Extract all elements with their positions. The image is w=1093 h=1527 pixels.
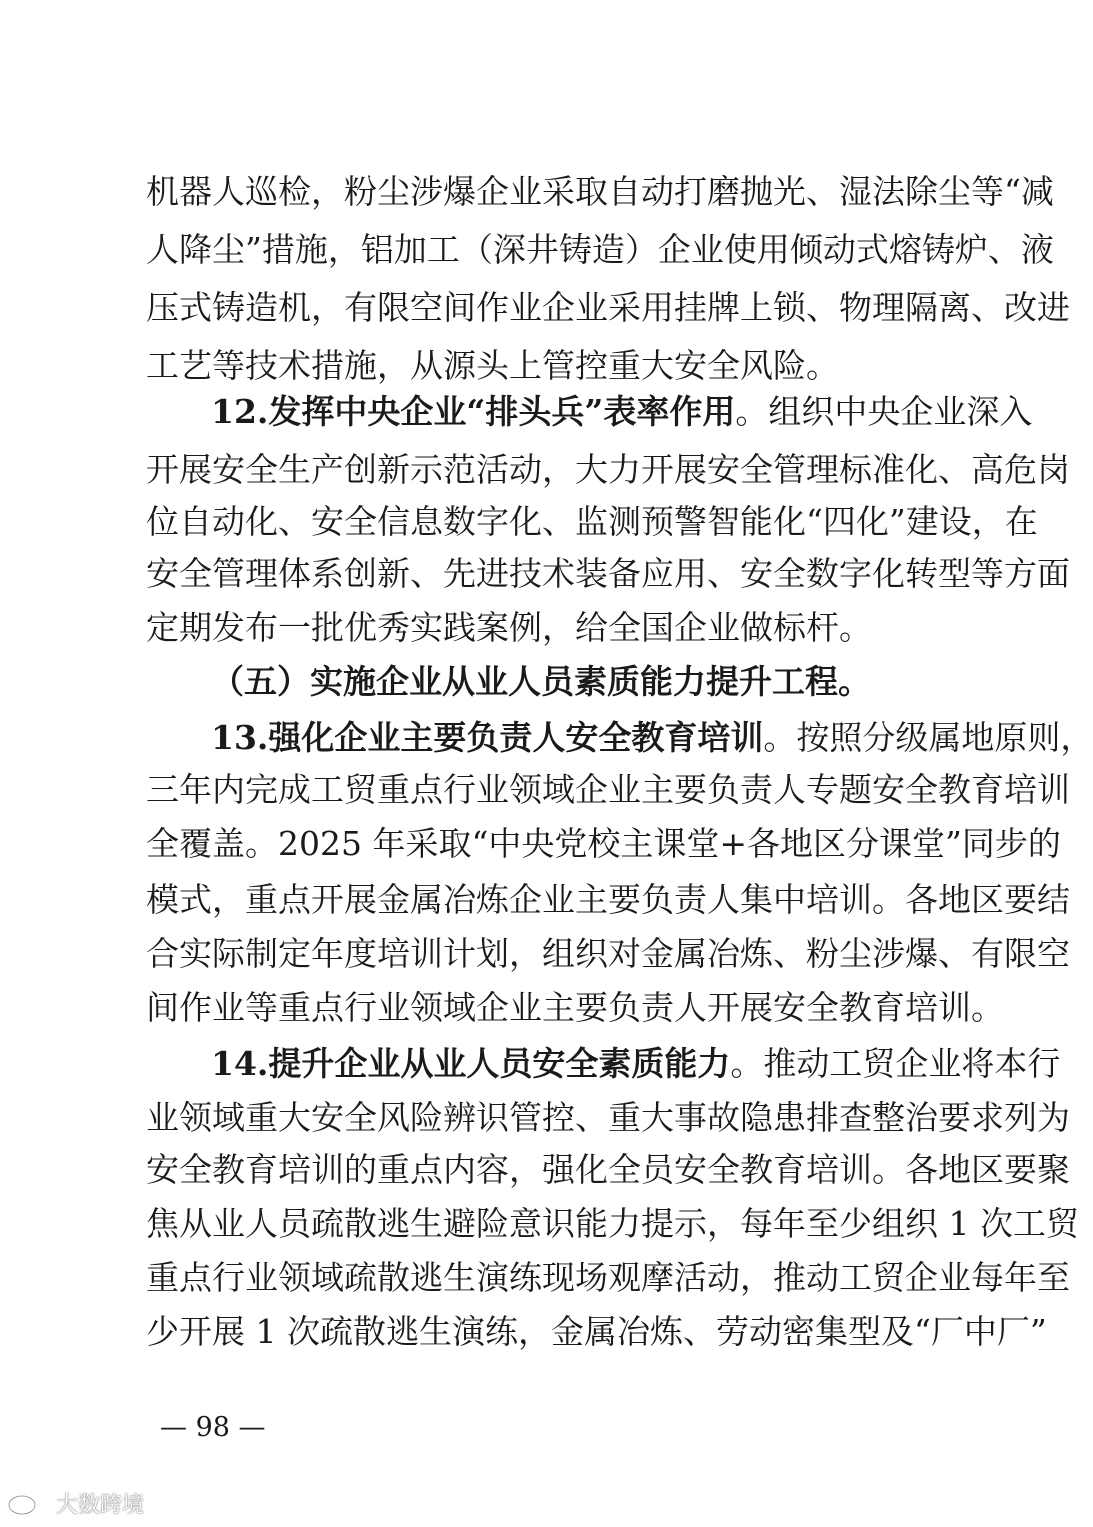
paragraph-line: 少开展 1 次疏散逃生演练，金属冶炼、劳动密集型及“厂中厂” <box>146 1312 1047 1351</box>
watermark <box>6 1486 144 1520</box>
paragraph-line: 工艺等技术措施，从源头上管控重大安全风险。 <box>146 346 839 385</box>
paragraph-13-first-line <box>211 710 1093 766</box>
watermark-text: 大数跨境 <box>56 1492 145 1518</box>
paragraph-line: 位自动化、安全信息数字化、监测预警智能化“四化”建设，在 <box>146 502 1038 541</box>
paragraph-line: 重点行业领域疏散逃生演练现场观摩活动，推动工贸企业每年至 <box>146 1258 1070 1297</box>
paragraph-14-first-line-rest: 。推动工贸企业将本行 <box>730 1044 1061 1083</box>
paragraph-12-first-line <box>211 384 1033 440</box>
paragraph-line: 焦从业人员疏散逃生避险意识能力提示，每年至少组织 1 次工贸 <box>146 1204 1079 1243</box>
paragraph-14-first-line <box>211 1036 1061 1092</box>
paragraph-line: 人降尘”措施，铝加工（深井铸造）企业使用倾动式熔铸炉、液 <box>146 230 1054 269</box>
paragraph-13-heading: 13.强化企业主要负责人安全教育培训 <box>211 718 764 757</box>
paragraph-line: 定期发布一批优秀实践案例，给全国企业做标杆。 <box>146 608 872 647</box>
paragraph-line: 全覆盖。2025 年采取“中央党校主课堂+各地区分课堂”同步的 <box>146 824 1061 863</box>
paragraph-13-first-line-rest: 。按照分级属地原则， <box>763 718 1093 757</box>
paragraph-line: 压式铸造机，有限空间作业企业采用挂牌上锁、物理隔离、改进 <box>146 288 1070 327</box>
weibo-icon <box>6 1490 50 1516</box>
paragraph-line: 机器人巡检，粉尘涉爆企业采取自动打磨抛光、湿法除尘等“减 <box>146 172 1054 211</box>
paragraph-12-heading: 12.发挥中央企业“排头兵”表率作用 <box>211 392 736 431</box>
paragraph-line: 三年内完成工贸重点行业领域企业主要负责人专题安全教育培训 <box>146 770 1070 809</box>
paragraph-line: 安全教育培训的重点内容，强化全员安全教育培训。各地区要聚 <box>146 1150 1070 1189</box>
paragraph-line: 业领域重大安全风险辨识管控、重大事故隐患排查整治要求列为 <box>146 1098 1070 1137</box>
paragraph-12-first-line-rest: 。组织中央企业深入 <box>735 392 1033 431</box>
paragraph-line: 合实际制定年度培训计划，组织对金属冶炼、粉尘涉爆、有限空 <box>146 934 1070 973</box>
paragraph-line: 模式，重点开展金属冶炼企业主要负责人集中培训。各地区要结 <box>146 880 1070 919</box>
paragraph-14-heading: 14.提升企业从业人员安全素质能力 <box>211 1044 731 1083</box>
paragraph-line: 开展安全生产创新示范活动，大力开展安全管理标准化、高危岗 <box>146 450 1070 489</box>
section-5-title: （五）实施企业从业人员素质能力提升工程。 <box>211 662 871 701</box>
page-number: — 98 — <box>160 1412 266 1443</box>
paragraph-line: 间作业等重点行业领域企业主要负责人开展安全教育培训。 <box>146 988 1004 1027</box>
paragraph-line: 安全管理体系创新、先进技术装备应用、安全数字化转型等方面 <box>146 554 1070 593</box>
